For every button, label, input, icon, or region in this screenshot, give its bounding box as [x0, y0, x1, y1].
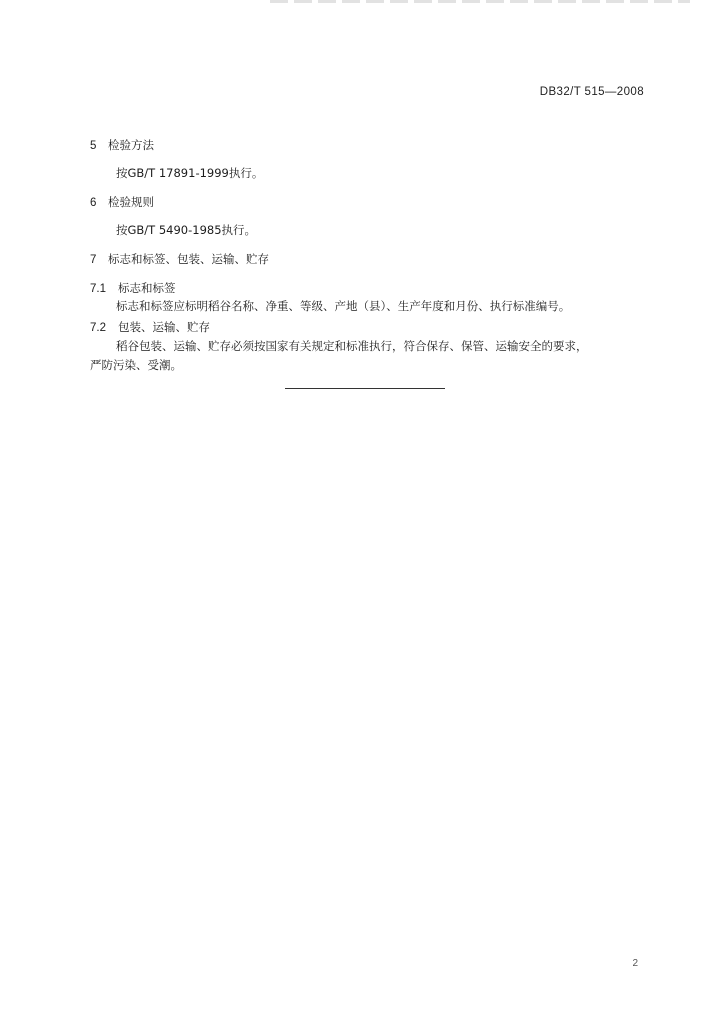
section-7-heading	[90, 252, 269, 267]
section-7-2-body-line-2: 严防污染、受潮。	[90, 358, 182, 372]
section-number: 6	[90, 197, 97, 209]
section-title: 标志和标签	[118, 281, 176, 295]
section-title: 检验规则	[108, 195, 154, 209]
section-title: 包装、运输、贮存	[118, 320, 210, 334]
scan-artifact-line	[270, 0, 690, 3]
section-number: 5	[90, 140, 97, 152]
section-7-2-body-line-1: 稻谷包装、运输、贮存必须按国家有关规定和标准执行，符合保存、保管、运输安全的要求，	[116, 339, 588, 353]
section-6-heading	[90, 195, 154, 210]
section-5-heading	[90, 138, 154, 153]
section-7-2-heading	[90, 320, 210, 335]
page-number: 2	[632, 958, 638, 969]
section-title: 标志和标签、包装、运输、贮存	[108, 252, 269, 266]
section-7-1-heading	[90, 281, 176, 296]
section-5-body: 按GB/T 17891-1999执行。	[116, 166, 264, 180]
section-number: 7.1	[90, 283, 106, 295]
end-of-document-rule	[285, 388, 445, 389]
section-title: 检验方法	[108, 138, 154, 152]
section-number: 7.2	[90, 322, 106, 334]
standard-code: DB32/T 515—2008	[539, 86, 644, 98]
section-7-1-body: 标志和标签应标明稻谷名称、净重、等级、产地（县）、生产年度和月份、执行标准编号。	[116, 299, 571, 313]
section-6-body: 按GB/T 5490-1985执行。	[116, 223, 257, 237]
section-number: 7	[90, 254, 97, 266]
